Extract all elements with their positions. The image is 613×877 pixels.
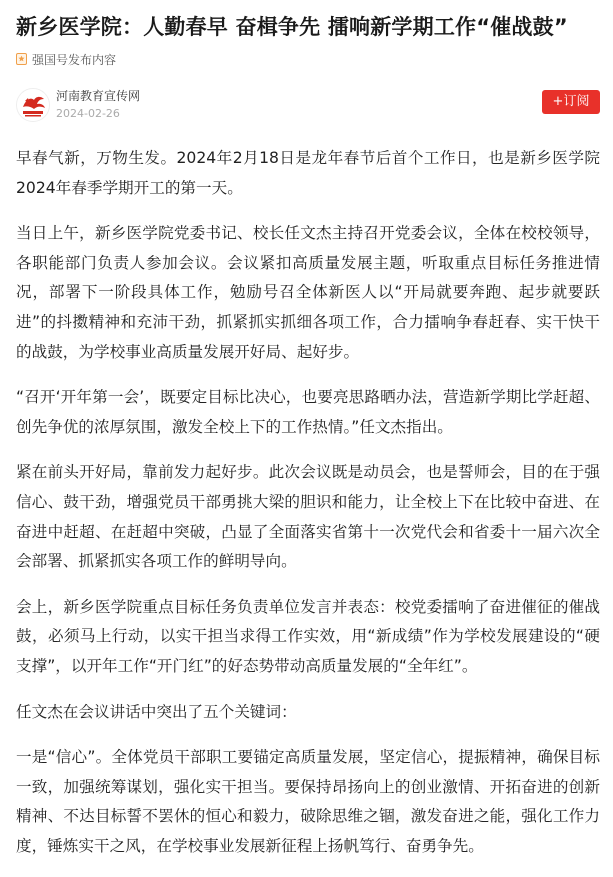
article-paragraph: 一是“信心”。全体党员干部职工要锚定高质量发展，坚定信心，提振精神，确保目标一致，加强统筹谋划，强化实干担当。要保持昂扬向上的创业激情、开拓奋进的创新精神、不达目标誓不罢休的恒心和毅力，破除思维之锢，激发奋进之能，强化工作力度，锤炼实干之风，在学校事业发展新征程上扬帆笃行、奋勇争先。 [16, 748, 600, 855]
article-body [16, 144, 600, 861]
publisher-logo-icon[interactable] [16, 88, 50, 122]
source-line [16, 50, 600, 68]
article-paragraph: 当日上午，新乡医学院党委书记、校长任文杰主持召开党委会议，全体在校校领导，各职能部门负责人参加会议。会议紧扣高质量发展主题，听取重点目标任务推进情况，部署下一阶段具体工作，勉励号召全体新医人以“开局就要奔跑、起步就要跃进”的抖擞精神和充沛干劲，抓紧抓实抓细各项工作，合力擂响争春赶春、实干快干的战鼓，为学校事业高质量发展开好局、起好步。 [16, 224, 600, 361]
article-page [16, 0, 600, 877]
badge-icon [16, 54, 27, 65]
publish-date: 2024-02-26 [56, 107, 120, 120]
article-paragraph: “召开‘开年第一会’，既要定目标比决心，也要亮思路晒办法，营造新学期比学赶超、创先争优的浓厚氛围，激发全校上下的工作热情。”任文杰指出。 [16, 388, 600, 436]
article-title: 新乡医学院：人勤春早 奋楫争先 擂响新学期工作“催战鼓” [16, 15, 568, 39]
article-paragraph: 紧在前头开好局，靠前发力起好步。此次会议既是动员会，也是誓师会，目的在于强信心、鼓干劲，增强党员干部勇挑大梁的胆识和能力，让全校上下在比较中奋进、在奋进中赶超、在赶超中突破，凸显了全面落实省第十一次党代会和省委十一届六次全会部署、抓紧抓实各项工作的鲜明导向。 [16, 463, 600, 571]
source-label: 强国号发布内容 [32, 52, 117, 67]
article-paragraph: 任文杰在会议讲话中突出了五个关键词： [16, 702, 297, 721]
article-paragraph: 早春气新，万物生发。2024年2月18日是龙年春节后首个工作日，也是新乡医学院2024年春季学期开工的第一天。 [16, 149, 600, 197]
subscribe-button[interactable]: +订阅 [542, 90, 600, 114]
article-paragraph: 会上，新乡医学院重点目标任务负责单位发言并表态：校党委擂响了奋进催征的催战鼓，必须马上行动，以实干担当求得工作实效，用“新成绩”作为学校发展建设的“硬支撑”，以开年工作“开门红”的好态势带动高质量发展的“全年红”。 [16, 597, 600, 675]
author-row [16, 88, 600, 124]
author-name[interactable]: 河南教育宣传网 [56, 89, 141, 103]
